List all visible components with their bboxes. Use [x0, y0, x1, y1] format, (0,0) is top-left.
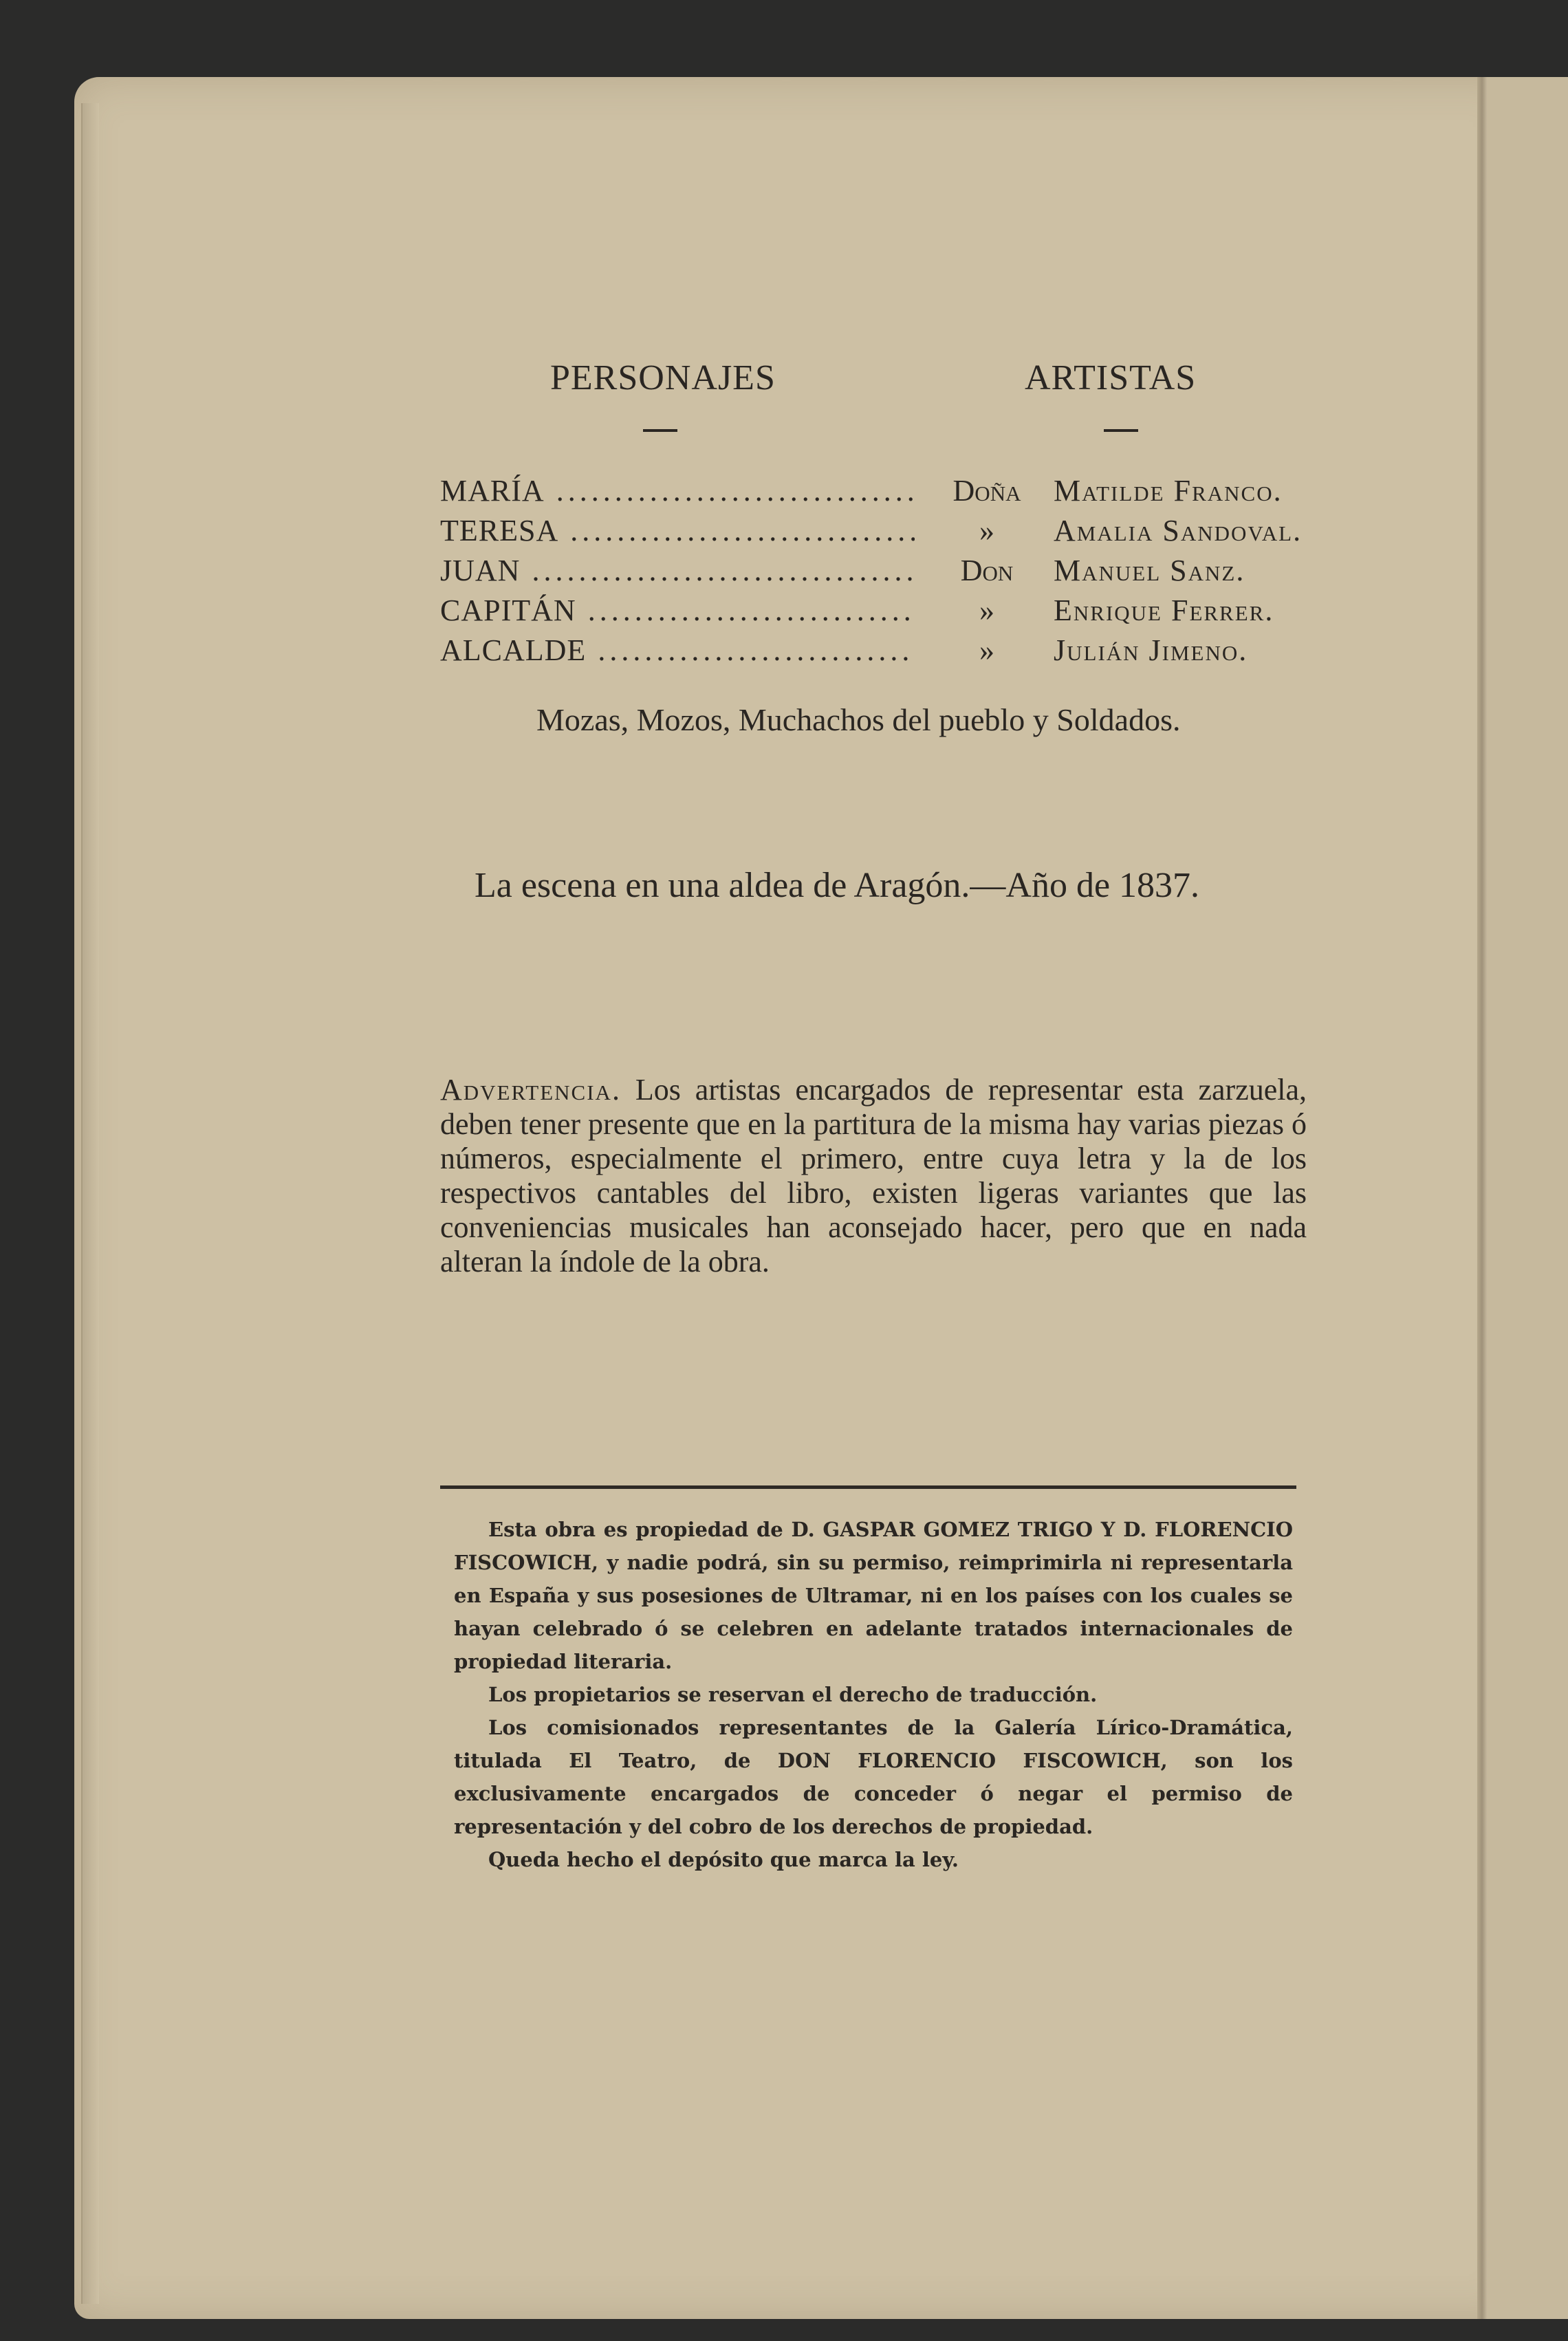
header-artistas: ARTISTAS: [1025, 358, 1197, 398]
cast-row: [440, 553, 1334, 593]
warning-lead: Advertencia.: [440, 1073, 621, 1107]
scene-setting: La escena en una aldea de Aragón.—Año de 1837.: [475, 866, 1200, 905]
cast-row: [440, 593, 1334, 633]
cast-artist: Julián Jimeno.: [1054, 633, 1248, 667]
cast-title: »: [979, 514, 994, 547]
book-fold: [1477, 77, 1487, 2319]
header-dash: [643, 429, 677, 432]
legal-notice: [454, 1513, 1293, 1876]
divider-rule: [440, 1485, 1296, 1489]
cast-title: »: [979, 633, 994, 667]
legal-paragraph: Los propietarios se reservan el derecho de traducción.: [488, 1683, 1098, 1706]
cast-row: [440, 633, 1334, 673]
cast-artist: Manuel Sanz.: [1054, 554, 1245, 587]
page-edge: [81, 103, 99, 2304]
cast-artist: Enrique Ferrer.: [1054, 594, 1274, 627]
cast-row: [440, 513, 1334, 553]
warning-text: Los artistas encargados de representar esta zarzuela, deben tener presente que en la partitura de la misma hay varias piezas ó números, especialmente el primero, entre cuya letra y la de los respectivos cantables del libro, existen ligeras variantes que las conveniencias musicales han aconsejado hacer, pero que en nada alteran la índole de la obra.: [440, 1073, 1307, 1278]
adjacent-page: [1487, 77, 1568, 2319]
cast-title: »: [979, 594, 994, 627]
cast-role: JUAN .....: [440, 553, 915, 588]
legal-paragraph: Los comisionados representantes de la Galería Lírico-Dramática, titulada El Teatro, de DON FLORENCIO FISCOWICH, son los exclusivamente encargados de conceder ó negar el permiso de representación y del cobro de los derechos de propiedad.: [454, 1716, 1293, 1838]
chorus-line: Mozas, Mozos, Muchachos del pueblo y Soldados.: [536, 702, 1181, 737]
cast-artist: Matilde Franco.: [1054, 474, 1283, 508]
cast-role: TERESA .....: [440, 513, 915, 548]
cast-list: [440, 473, 1334, 673]
cast-row: [440, 473, 1334, 513]
cast-headers: [440, 358, 1334, 440]
cast-title: Doña: [952, 474, 1021, 508]
header-dash: [1104, 429, 1138, 432]
warning-paragraph: [440, 1073, 1307, 1279]
cast-role: ALCALDE .....: [440, 633, 915, 668]
header-personajes: PERSONAJES: [550, 358, 776, 398]
legal-paragraph: Esta obra es propiedad de D. GASPAR GOMEZ TRIGO Y D. FLORENCIO FISCOWICH, y nadie podrá, sin su permiso, reimprimirla ni representarla en España y sus posesiones de Ultramar, ni en los países con los cuales se hayan celebrado ó se celebren en adelante tratados internacionales de propiedad literaria.: [454, 1518, 1293, 1673]
cast-role: CAPITÁN .....: [440, 593, 915, 628]
cast-role: MARÍA .....: [440, 473, 915, 508]
legal-paragraph: Queda hecho el depósito que marca la ley.: [488, 1848, 959, 1871]
cast-artist: Amalia Sandoval.: [1054, 514, 1303, 547]
cast-title: Don: [960, 554, 1014, 587]
